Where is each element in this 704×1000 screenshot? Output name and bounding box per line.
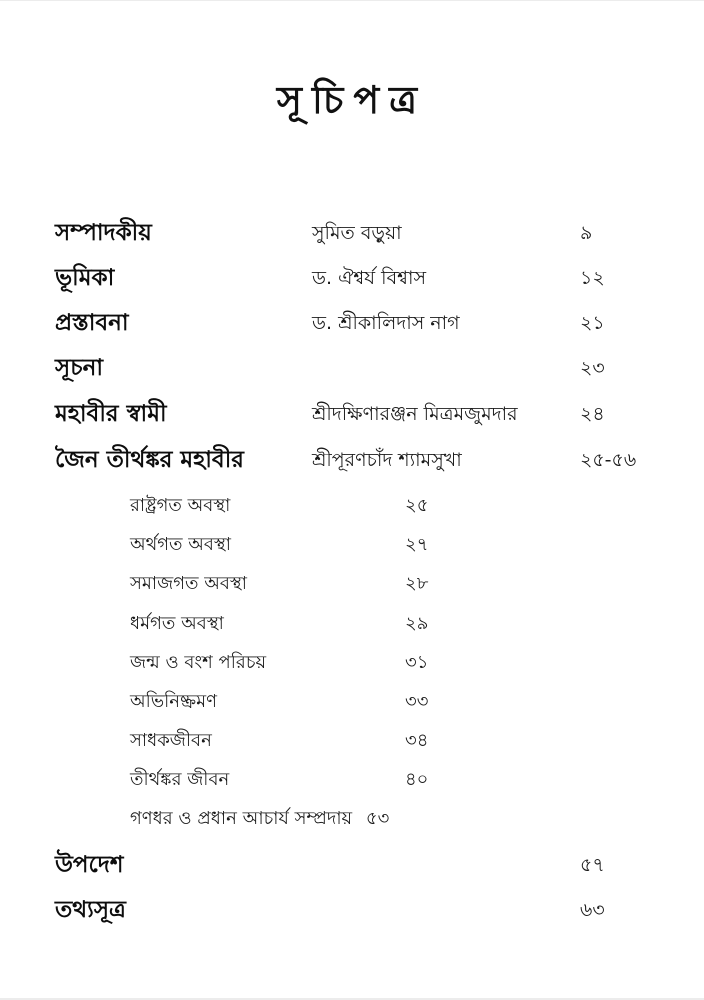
page-title: সূচিপত্র: [276, 78, 428, 122]
sub-entry-title: জন্ম ও বংশ পরিচয়: [130, 652, 267, 673]
toc-entry[interactable]: [0, 350, 704, 386]
entry-page: ৫৭: [580, 854, 605, 876]
toc-entry[interactable]: [0, 442, 704, 478]
entry-title: ভূমিকা: [55, 265, 115, 291]
sub-entry-title: তীর্থঙ্কর জীবন: [130, 769, 230, 790]
entry-title: তথ্যসূত্র: [55, 897, 126, 923]
entry-page: ৬৩: [580, 899, 605, 921]
sub-entry-title: সাধকজীবন: [130, 730, 212, 751]
entry-title: সম্পাদকীয়: [55, 220, 152, 246]
entry-author: সুমিত বড়ুয়া: [312, 222, 402, 244]
entry-title: উপদেশ: [55, 852, 124, 878]
sub-entry-title: অভিনিষ্ক্রমণ: [130, 691, 218, 712]
toc-sub-entry[interactable]: [0, 803, 704, 835]
entry-author: শ্রীদক্ষিণারঞ্জন মিত্রমজুমদার: [312, 403, 518, 425]
sub-entry-title: সমাজগত অবস্থা: [130, 573, 247, 594]
toc-sub-entry[interactable]: [0, 686, 704, 718]
sub-entry-title: গণধর ও প্রধান আচার্য সম্প্রদায়: [130, 808, 353, 829]
sub-entry-page: ২৯: [405, 613, 429, 634]
sub-entry-title: রাষ্ট্রগত অবস্থা: [130, 495, 231, 516]
entry-page: ২৪: [580, 403, 605, 425]
entry-author: ড. শ্রীকালিদাস নাগ: [312, 312, 460, 334]
toc-sub-entry[interactable]: [0, 647, 704, 679]
entry-title: সূচনা: [55, 355, 104, 381]
entry-page: ১২: [580, 267, 605, 289]
toc-entry[interactable]: [0, 215, 704, 251]
entry-author: শ্রীপূরণচাঁদ শ্যামসুখা: [312, 449, 462, 471]
toc-sub-entry[interactable]: [0, 568, 704, 600]
entry-page: ৯: [580, 222, 593, 244]
sub-entry-title: অর্থগত অবস্থা: [130, 534, 232, 555]
sub-entry-title: ধর্মগত অবস্থা: [130, 613, 224, 634]
sub-entry-page: ৩৩: [405, 691, 429, 712]
toc-entry[interactable]: [0, 892, 704, 928]
entry-title: মহাবীর স্বামী: [55, 401, 167, 427]
toc-entry[interactable]: [0, 305, 704, 341]
entry-author: ড. ঐশ্বর্য বিশ্বাস: [312, 267, 427, 289]
sub-entry-page: ৩১: [405, 652, 429, 673]
toc-sub-entry[interactable]: [0, 725, 704, 757]
sub-entry-page: ২৮: [405, 573, 429, 594]
toc-entry[interactable]: [0, 396, 704, 432]
entry-title: জৈন তীর্থঙ্কর মহাবীর: [55, 447, 244, 473]
sub-entry-page: ৪০: [405, 769, 429, 790]
toc-sub-entry[interactable]: [0, 608, 704, 640]
sub-entry-page: ২৭: [405, 534, 429, 555]
toc-sub-entry[interactable]: [0, 490, 704, 522]
sub-entry-line: [130, 803, 389, 835]
toc-sub-entry[interactable]: [0, 764, 704, 796]
entry-title: প্রস্তাবনা: [55, 310, 129, 336]
entry-page: ২১: [580, 312, 605, 334]
entry-page: ২৩: [580, 357, 605, 379]
toc-entry[interactable]: [0, 847, 704, 883]
sub-entry-page: ৫৩: [365, 808, 390, 829]
toc-sub-entry[interactable]: [0, 529, 704, 561]
sub-entry-page: ২৫: [405, 495, 429, 516]
toc-entry[interactable]: [0, 260, 704, 296]
sub-entry-page: ৩৪: [405, 730, 429, 751]
entry-page: ২৫-৫৬: [580, 449, 637, 471]
